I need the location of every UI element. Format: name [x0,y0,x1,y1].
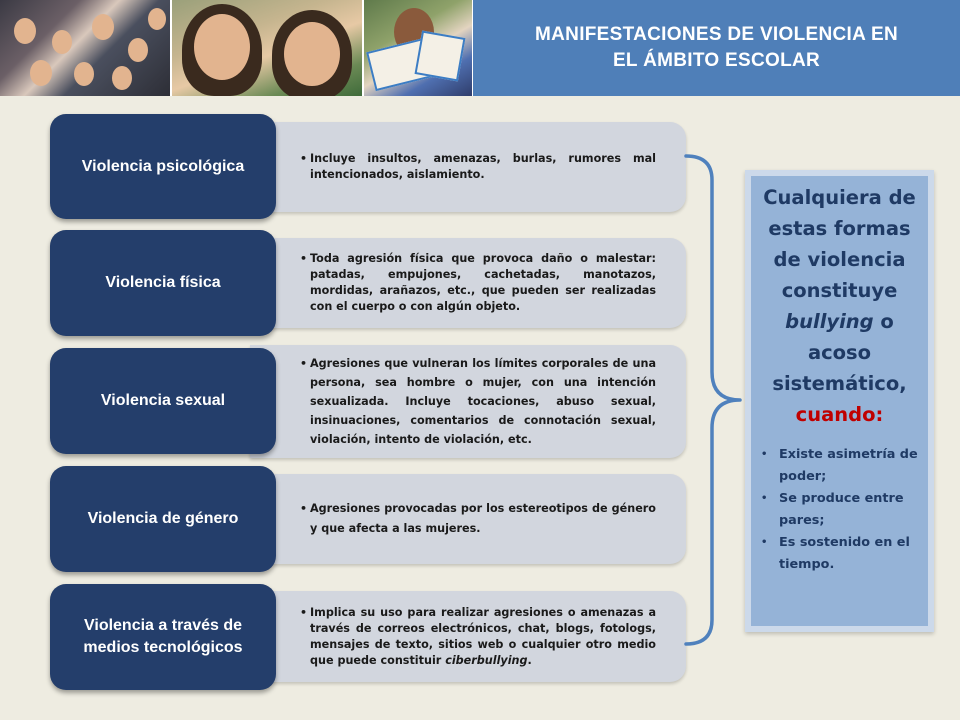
condition-text: Existe asimetría de poder; [779,447,918,484]
row-label: Violencia de género [87,510,239,527]
row-description-box [250,238,686,328]
page-title [535,22,898,74]
description-text [310,605,656,669]
bullet-icon: • [300,152,308,165]
heading-bullying: bullying [785,310,874,333]
row-label: Violencia psicológica [81,157,245,175]
row-label: Violencia física [105,274,221,291]
title-line-2: EL ÁMBITO ESCOLAR [612,50,821,71]
students-crowd-photo [0,0,170,96]
row-description-box [250,591,686,682]
description-italic: ciberbullying [445,653,528,667]
row-description-box [250,345,686,458]
row-label-line-2: medios tecnológicos [83,639,243,656]
title-banner [473,0,960,96]
bullet-icon: • [761,449,768,460]
row-description-box [250,122,686,212]
row-label [83,615,242,659]
row-label-box [50,114,276,219]
description-text: Agresiones que vulneran los límites corporales de una persona, sea hombre o mujer, con una intención sexualizada. Incluye tocaciones, abuso sexual, insinuaciones, comentarios de connotación sexual, violación, intento de violación, etc. [310,357,656,446]
description-end: . [527,653,532,667]
heading-text: Cualquiera de estas formas de violencia constituye [763,186,916,302]
description-text: Agresiones provocadas por los estereotipos de género y que afecta a las mujeres. [310,502,656,535]
row-label: Violencia sexual [100,392,226,409]
bullet-icon: • [300,357,308,370]
description-text: Incluye insultos, amenazas, burlas, rumores mal intencionados, aislamiento. [310,152,656,181]
row-description [300,605,656,669]
title-line-1: MANIFESTACIONES DE VIOLENCIA EN [535,24,898,45]
bullet-icon: • [300,252,308,265]
bullying-definition-panel [745,170,934,632]
bullet-icon: • [761,537,768,548]
row-label-box [50,348,276,454]
condition-text: Es sostenido en el tiempo. [779,535,910,572]
row-label-line-1: Violencia a través de [83,617,242,634]
row-label-box [50,466,276,572]
boy-reading-photo [364,0,472,96]
row-description [300,251,656,315]
bullet-icon: • [761,493,768,504]
heading-text-2: o acoso sistemático, [772,310,907,395]
description-text: Toda agresión física que provoca daño o malestar: patadas, empujones, cachetadas, manotazos, mordidas, arañazos, etc., que pueden ser realizadas con el cuerpo o con algún objeto. [310,252,656,313]
panel-heading [759,182,920,430]
row-description-box [250,474,686,564]
heading-cuando: cuando: [795,403,884,426]
row-description [300,499,656,539]
row-description [300,151,656,183]
conditions-list [759,444,920,576]
grouping-bracket [684,150,744,650]
bullet-icon: • [300,605,308,619]
bullet-icon: • [300,502,308,515]
slide-header [0,0,960,96]
description-main: Implica su uso para realizar agresiones o amenazas a través de correos electrónicos, chat, blogs, fotologs, mensajes de texto, sitios web o cualquier otro medio que puede constituir [310,605,656,667]
row-label-box [50,584,276,690]
condition-item [761,444,920,488]
condition-item [761,532,920,576]
smiling-girls-photo [172,0,362,96]
row-description [300,354,656,449]
row-label-box [50,230,276,336]
condition-item [761,488,920,532]
condition-text: Se produce entre pares; [779,491,904,528]
